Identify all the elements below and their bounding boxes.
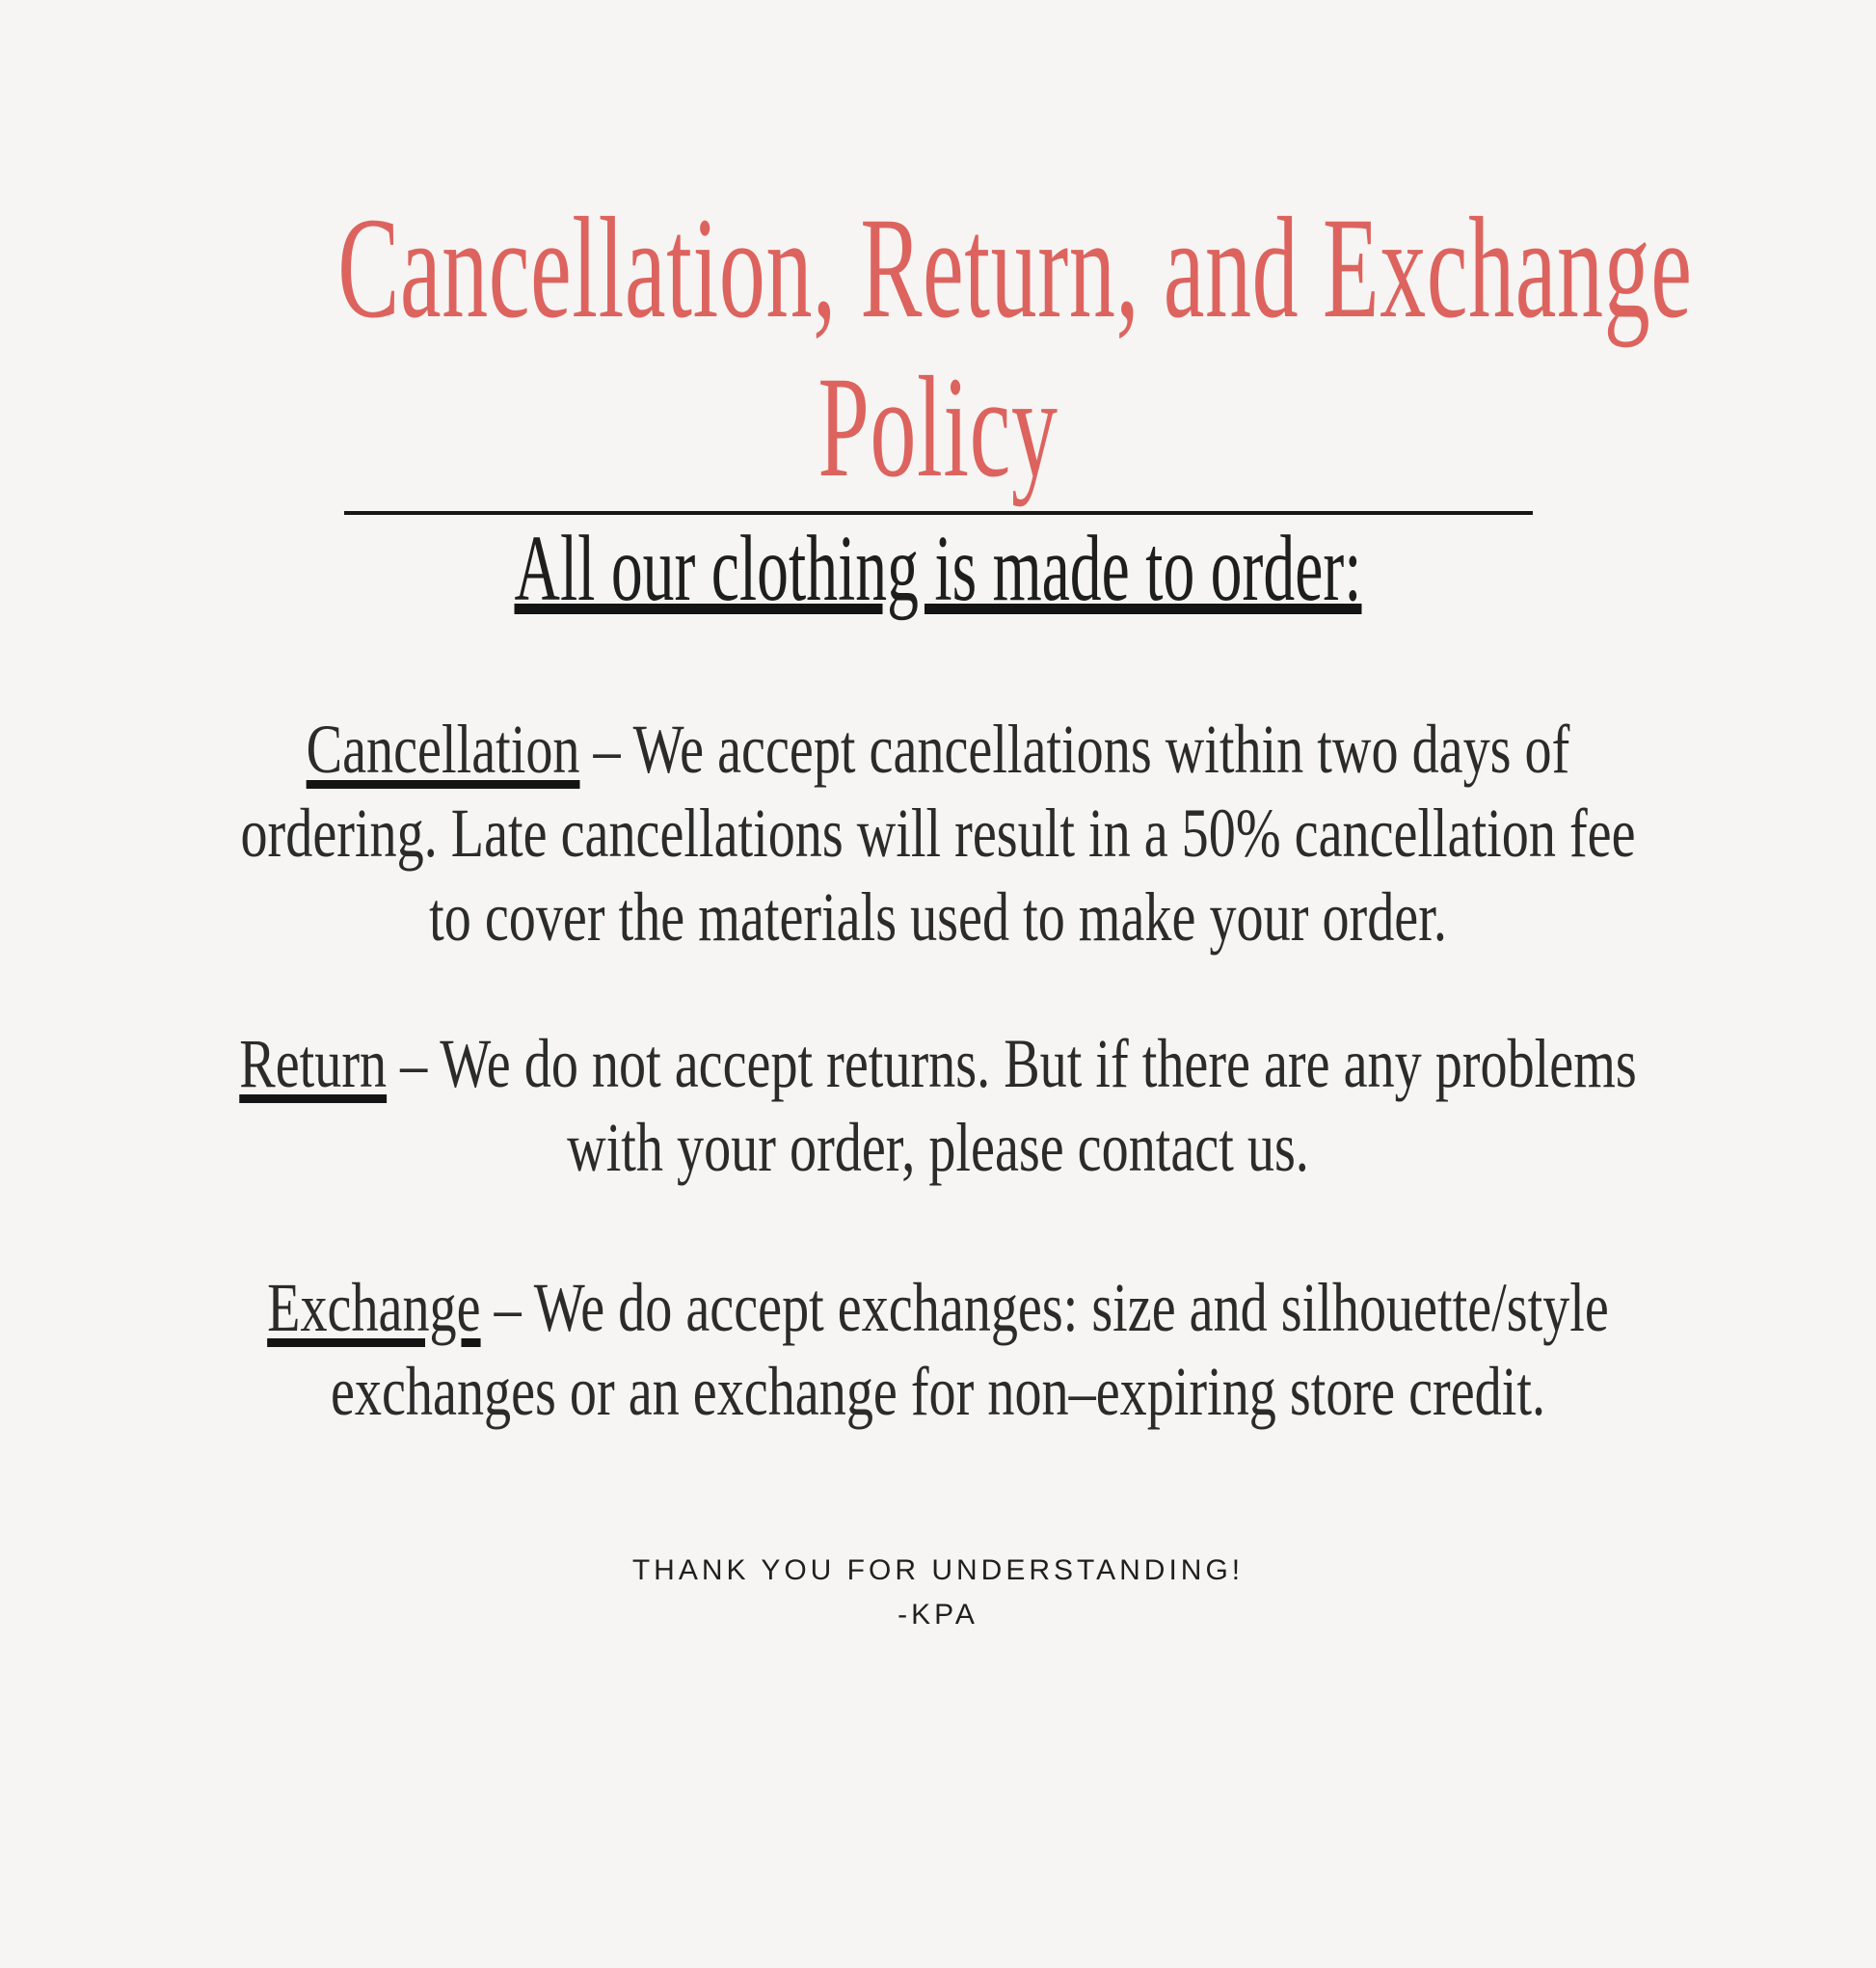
page-title <box>337 188 1693 507</box>
cancellation-line-2: ordering. Late cancellations will result in a 50% cancellation fee <box>240 795 1636 872</box>
footer-thanks: THANK YOU FOR UNDERSTANDING! <box>631 1554 1245 1586</box>
exchange-line-1: – We do accept exchanges: size and silhouette/style <box>494 1269 1609 1346</box>
cancellation-line-3: to cover the materials used to make your order. <box>429 878 1447 956</box>
title-line-1: Cancellation, Return, and Exchange <box>337 188 1693 348</box>
exchange-lead: Exchange <box>267 1269 481 1346</box>
return-line-2: with your order, please contact us. <box>567 1109 1309 1186</box>
exchange-line-2: exchanges or an exchange for non–expiring store credit. <box>331 1353 1545 1430</box>
footer <box>0 1549 1876 1637</box>
title-line-2: Policy <box>817 347 1059 507</box>
policy-notice <box>0 189 1876 1968</box>
exchange-policy-paragraph <box>206 1266 1670 1434</box>
title-divider <box>344 511 1533 515</box>
return-lead: Return <box>239 1025 388 1102</box>
return-line-1: – We do not accept returns. But if there are any problems <box>400 1025 1637 1102</box>
return-policy-paragraph <box>206 1022 1670 1190</box>
footer-signature: -KPA <box>898 1599 978 1631</box>
made-to-order-subtitle <box>309 517 1567 621</box>
cancellation-lead: Cancellation <box>306 711 580 788</box>
subtitle-text: All our clothing is made to order: <box>514 517 1362 621</box>
cancellation-line-1: – We accept cancellations within two days of <box>593 711 1570 788</box>
cancellation-policy-paragraph <box>206 708 1670 959</box>
